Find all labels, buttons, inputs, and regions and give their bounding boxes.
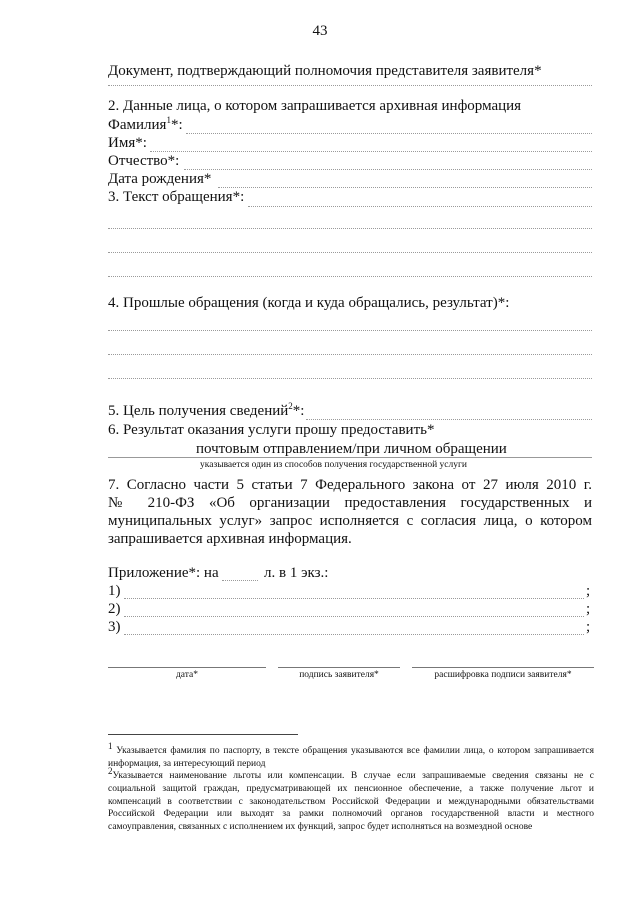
attachment-item-end: ; bbox=[586, 583, 591, 599]
section-7-line-2: № 210-ФЗ «Об организации предоставления государственных и bbox=[108, 495, 592, 511]
footnote-text: Указывается наименование льготы или компенсации. В случае если запрашиваемые сведения связаны не с социальной защитой граждан, предусматривающей их пенсионное обеспечение, а также получение льгот и компенсаций в соответствии с законодательством Российской Федерации и международными обязательствами Российской Федерации или выходят за рамки полномочий органов государственной власти и местного самоуправления, связанных с исполнением их функций, запрос будет исполняться на возмездной основе bbox=[108, 771, 594, 833]
delivery-line bbox=[108, 457, 592, 458]
footnote-mark: 2 bbox=[108, 765, 113, 776]
signature-decoding-field[interactable] bbox=[412, 667, 594, 668]
purpose-field[interactable] bbox=[306, 419, 592, 420]
attachment-item-field[interactable] bbox=[124, 598, 584, 599]
patronymic-field[interactable] bbox=[184, 169, 592, 170]
section-2-title: 2. Данные лица, о котором запрашивается архивная информация bbox=[108, 98, 522, 114]
attachment-item-end: ; bbox=[586, 601, 591, 617]
delivery-hint: указывается один из способов получения государственной услуги bbox=[200, 460, 467, 470]
section-3-title: 3. Текст обращения*: bbox=[108, 189, 245, 205]
surname-label: Фамилия$^1$*: bbox=[108, 115, 183, 133]
delivery-method: почтовым отправлением/при личном обращении bbox=[196, 441, 507, 457]
request-text-field[interactable] bbox=[108, 228, 592, 229]
section-7-line-4: запрашивается архивная информация. bbox=[108, 531, 352, 547]
past-requests-field[interactable] bbox=[108, 330, 592, 331]
past-requests-field[interactable] bbox=[108, 354, 592, 355]
representative-doc-label: Документ, подтверждающий полномочия представителя заявителя* bbox=[108, 63, 542, 79]
request-text-field[interactable] bbox=[108, 276, 592, 277]
name-field[interactable] bbox=[150, 151, 592, 152]
footnote-ref-2: 2 bbox=[288, 401, 293, 411]
section-7-line-1: 7. Согласно части 5 статьи 7 Федерального закона от 27 июля 2010 г. bbox=[108, 477, 592, 493]
signature-field[interactable] bbox=[278, 667, 400, 668]
surname-field[interactable] bbox=[186, 133, 592, 134]
page-number: 43 bbox=[312, 23, 328, 39]
attachment-label: Приложение*: на bbox=[108, 565, 219, 581]
past-requests-field[interactable] bbox=[108, 378, 592, 379]
footnote-text: Указывается фамилия по паспорту, в тексте обращения указываются все фамилии лица, о котором запрашивается информация, за интересующий период bbox=[108, 746, 595, 769]
attachment-suffix: л. в 1 экз.: bbox=[264, 565, 329, 581]
attachment-item-field[interactable] bbox=[124, 616, 584, 617]
request-text-field[interactable] bbox=[248, 206, 592, 207]
date-field[interactable] bbox=[108, 667, 266, 668]
request-text-field[interactable] bbox=[108, 252, 592, 253]
attachment-item-number: 1) bbox=[108, 583, 121, 599]
section-4-title: 4. Прошлые обращения (когда и куда обращались, результат)*: bbox=[108, 295, 510, 311]
footnote-separator bbox=[108, 734, 298, 735]
signature-caption: подпись заявителя* bbox=[299, 670, 379, 680]
footnote-ref-1: 1 bbox=[166, 115, 171, 125]
attachment-item-field[interactable] bbox=[124, 634, 584, 635]
footnote-2 bbox=[108, 765, 594, 834]
sheet-count-field[interactable] bbox=[222, 580, 258, 581]
birth-date-label: Дата рождения* bbox=[108, 171, 212, 187]
name-label: Имя*: bbox=[108, 135, 147, 151]
attachment-item-number: 3) bbox=[108, 619, 121, 635]
signature-decoding-caption: расшифровка подписи заявителя* bbox=[434, 670, 572, 680]
attachment-item-number: 2) bbox=[108, 601, 121, 617]
footnote-mark: 1 bbox=[108, 740, 113, 751]
date-caption: дата* bbox=[175, 670, 199, 680]
section-6-title: 6. Результат оказания услуги прошу предоставить* bbox=[108, 422, 435, 438]
footnote-1 bbox=[108, 740, 595, 771]
patronymic-label: Отчество*: bbox=[108, 153, 180, 169]
section-7-line-3: муниципальных услуг» запрос исполняется с согласия лица, о котором bbox=[108, 513, 592, 529]
birth-date-field[interactable] bbox=[218, 187, 592, 188]
section-5-title: 5. Цель получения сведений$^2$*: bbox=[108, 401, 305, 419]
fill-line[interactable] bbox=[108, 85, 592, 86]
attachment-item-end: ; bbox=[586, 619, 591, 635]
